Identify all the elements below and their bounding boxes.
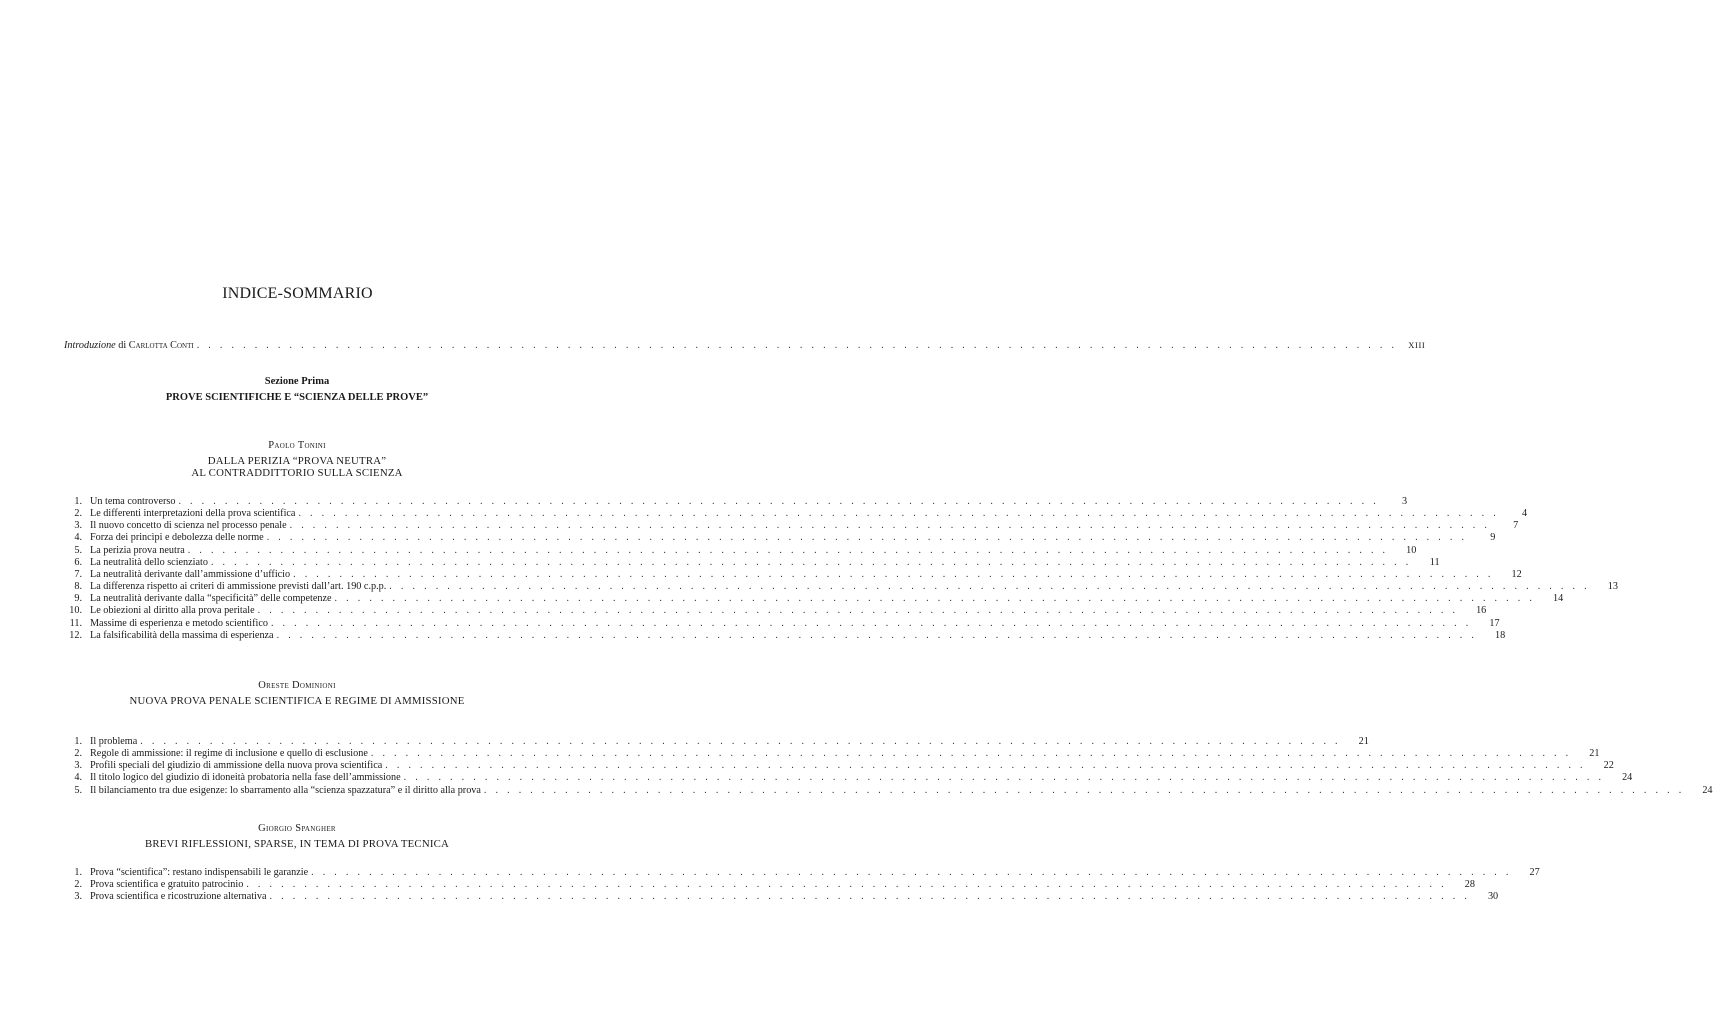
toc-entry-text: Massime di esperienza e metodo scientifico xyxy=(90,617,268,629)
chapter-title: BREVI RIFLESSIONI, SPARSE, IN TEMA DI PROVA TECNICA xyxy=(144,838,450,850)
toc-page-number: 9 xyxy=(1490,532,1496,544)
toc-entry-text: La differenza rispetto ai criteri di ammissione previsti dall’art. 190 c.p.p. xyxy=(90,581,387,593)
dot-leader xyxy=(267,531,1468,544)
toc-entry[interactable] xyxy=(64,771,1633,784)
intro-author: Carlotta Conti xyxy=(128,340,194,351)
toc-entry-number: 2. xyxy=(74,508,82,520)
toc-entry-number: 4. xyxy=(74,532,82,544)
toc-entry[interactable] xyxy=(64,747,1600,760)
toc-entry[interactable] xyxy=(64,866,1540,879)
dot-leader xyxy=(258,604,1459,617)
toc-entry-text: Prova scientifica e ricostruzione alternativa xyxy=(90,891,267,903)
toc-entry-text: La neutralità derivante dalla “specificità” delle competenze xyxy=(90,593,332,605)
toc-entry[interactable] xyxy=(64,604,1487,617)
toc-entry-number: 12. xyxy=(69,629,82,641)
toc-entry-introduction[interactable] xyxy=(64,339,1426,352)
dot-leader xyxy=(290,519,1491,532)
chapter-author: Oreste Dominioni xyxy=(258,680,336,691)
toc-page-number: 24 xyxy=(1702,784,1713,796)
dot-leader xyxy=(389,580,1590,593)
toc-entry-number: 3. xyxy=(74,891,82,903)
chapter-author: Paolo Tonini xyxy=(268,440,326,451)
dot-leader xyxy=(140,735,1341,748)
toc-entry-number: 1. xyxy=(74,867,82,878)
toc-entry[interactable] xyxy=(64,556,1440,569)
toc-page-number: 17 xyxy=(1489,617,1500,629)
toc-page-number: 27 xyxy=(1529,867,1540,878)
toc-entry-number: 8. xyxy=(74,581,82,593)
dot-leader xyxy=(270,890,1471,903)
chapter-title: AL CONTRADDITTORIO SULLA SCIENZA xyxy=(191,467,403,479)
toc-entry-number: 2. xyxy=(74,748,82,760)
dot-leader xyxy=(335,592,1536,605)
section-title: PROVE SCIENTIFICHE E “SCIENZA DELLE PROVE” xyxy=(165,392,429,403)
toc-page-number: 3 xyxy=(1401,496,1408,507)
toc-entry-number: 4. xyxy=(74,772,82,784)
toc-entry-number: 2. xyxy=(74,879,82,891)
toc-page-number: 7 xyxy=(1513,520,1519,532)
toc-entry[interactable] xyxy=(64,784,1713,797)
dot-leader xyxy=(178,495,1379,508)
toc-entry-text: Il nuovo concetto di scienza nel processo penale xyxy=(90,520,287,532)
toc-entry[interactable] xyxy=(64,629,1506,642)
toc-entry-text: Le differenti interpretazioni della prova scientifica xyxy=(90,508,296,520)
toc-entry-text: Il titolo logico del giudizio di idoneità probatoria nella fase dell’ammissione xyxy=(90,772,401,784)
toc-page-number: 12 xyxy=(1511,568,1522,580)
toc-entry-text: Profili speciali del giudizio di ammissione della nuova prova scientifica xyxy=(90,760,383,772)
dot-leader xyxy=(371,747,1572,760)
toc-page-number: 18 xyxy=(1495,629,1506,641)
toc-entry-number: 3. xyxy=(74,520,82,532)
toc-entry-text: Forza dei princìpi e debolezza delle norme xyxy=(90,532,264,544)
toc-entry-text: Regole di ammissione: il regime di inclusione e quello di esclusione xyxy=(90,748,368,760)
toc-entry[interactable] xyxy=(64,878,1475,891)
toc-page-number: 16 xyxy=(1476,605,1487,617)
dot-leader xyxy=(211,556,1412,569)
toc-entry[interactable] xyxy=(64,544,1417,557)
toc-entry[interactable] xyxy=(64,592,1564,605)
toc-entry-number: 7. xyxy=(74,568,82,580)
toc-entry-number: 5. xyxy=(74,784,82,796)
toc-entry-text: Un tema controverso xyxy=(90,496,176,507)
toc-entry-number: 9. xyxy=(74,593,82,605)
dot-leader xyxy=(277,629,1478,642)
toc-entry[interactable] xyxy=(64,495,1408,508)
toc-entry-text: Il problema xyxy=(90,736,138,747)
toc-entry-text: Il bilanciamento tra due esigenze: lo sbarramento alla “scienza spazzatura” e il diritto alla prova xyxy=(90,784,481,796)
toc-entry[interactable] xyxy=(64,890,1499,903)
toc-page-number: 30 xyxy=(1487,891,1499,903)
toc-page-number: 10 xyxy=(1406,544,1417,556)
toc-page-number: 21 xyxy=(1589,748,1600,760)
chapter-author: Giorgio Spangher xyxy=(258,823,336,834)
dot-leader xyxy=(385,759,1586,772)
toc-entry-number: 10. xyxy=(69,605,82,617)
dot-leader xyxy=(298,507,1499,520)
dot-leader xyxy=(197,339,1398,352)
intro-by: di xyxy=(118,340,127,351)
toc-page-number: 4 xyxy=(1521,508,1528,520)
toc-page-number: 13 xyxy=(1607,581,1618,593)
toc-entry-text: La falsificabilità della massima di esperienza xyxy=(90,629,274,641)
toc-entry-number: 6. xyxy=(74,556,82,568)
dot-leader xyxy=(404,771,1605,784)
toc-page-number: XIII xyxy=(1408,340,1426,350)
toc-entry-number: 1. xyxy=(74,496,82,507)
page-title: INDICE-SOMMARIO xyxy=(222,285,373,302)
chapter-title: DALLA PERIZIA “PROVA NEUTRA” xyxy=(207,455,387,467)
toc-entry[interactable] xyxy=(64,617,1500,630)
toc-page-number: 28 xyxy=(1464,879,1475,891)
toc-page-number: 24 xyxy=(1622,772,1633,784)
intro-label: Introduzione xyxy=(64,340,116,351)
dot-leader xyxy=(271,617,1472,630)
toc-entry[interactable] xyxy=(64,519,1519,532)
toc-entry-number: 3. xyxy=(74,760,82,772)
section-label: Sezione Prima xyxy=(264,376,330,387)
toc-page-number: 21 xyxy=(1358,736,1369,747)
toc-entry[interactable] xyxy=(64,531,1496,544)
toc-entry-text: Prova “scientifica”: restano indispensabili le garanzie xyxy=(90,867,309,878)
dot-leader xyxy=(188,544,1389,557)
toc-entry[interactable] xyxy=(64,507,1528,520)
toc-entry-number: 1. xyxy=(74,736,82,747)
toc-entry-number: 11. xyxy=(69,617,82,629)
dot-leader xyxy=(246,878,1447,891)
toc-entry-text: Prova scientifica e gratuito patrocinio xyxy=(90,879,244,891)
toc-page-number: 11 xyxy=(1429,556,1440,568)
toc-entry-text: La neutralità dello scienziato xyxy=(90,556,208,568)
toc-entry-text: La neutralità derivante dall’ammissione d’ufficio xyxy=(90,568,291,580)
toc-entry[interactable] xyxy=(64,735,1369,748)
toc-entry-text: Le obiezioni al diritto alla prova peritale xyxy=(90,605,255,617)
dot-leader xyxy=(484,784,1685,797)
toc-entry[interactable] xyxy=(64,759,1614,772)
dot-leader xyxy=(293,568,1494,581)
toc-entry-text: La perizia prova neutra xyxy=(90,544,185,556)
toc-entry[interactable] xyxy=(64,568,1522,581)
toc-page-number: 22 xyxy=(1603,760,1614,772)
toc-entry[interactable] xyxy=(64,580,1618,593)
chapter-title: NUOVA PROVA PENALE SCIENTIFICA E REGIME DI AMMISSIONE xyxy=(129,695,465,707)
dot-leader xyxy=(311,866,1512,879)
toc-page-number: 14 xyxy=(1552,593,1564,605)
toc-entry-number: 5. xyxy=(74,544,82,556)
